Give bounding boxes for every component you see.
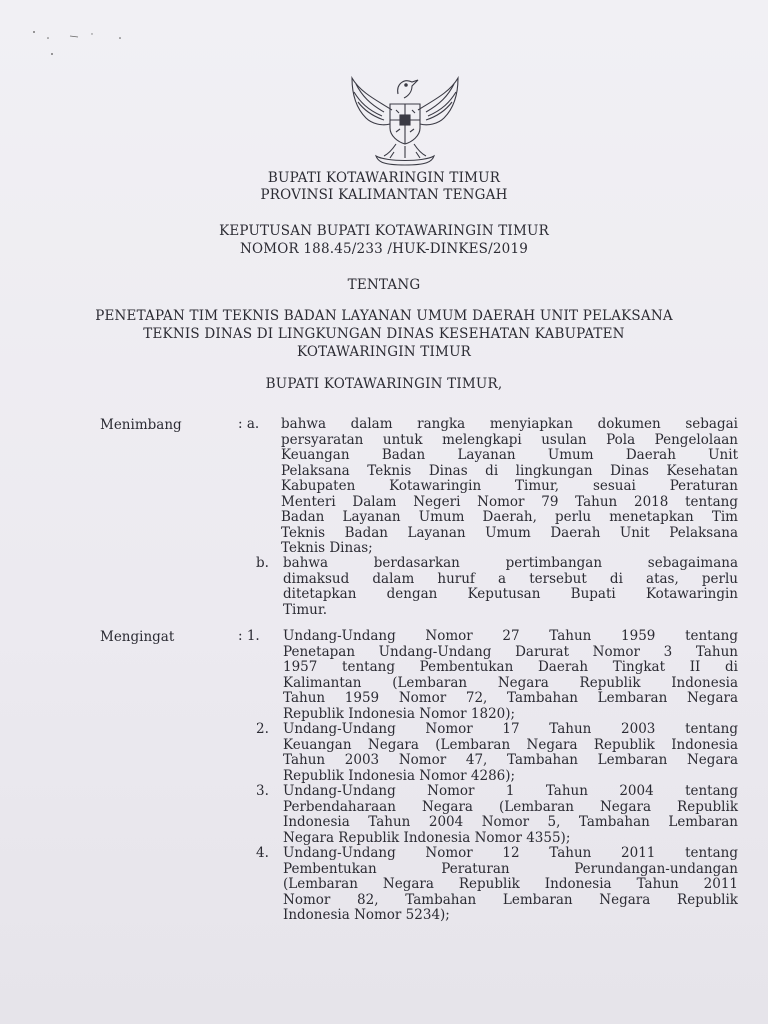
text-line: Pembentukan Peraturan Perundangan-undangan (283, 860, 738, 877)
item-number: : a. (238, 416, 260, 432)
decree-subject-line-1: PENETAPAN TIM TEKNIS BADAN LAYANAN UMUM DAERAH UNIT PELAKSANA (95, 308, 673, 324)
item-number: 2. (256, 721, 269, 737)
item-number: : 1. (238, 628, 260, 644)
text-line: Perbendaharaan Negara (Lembaran Negara Republik (283, 798, 738, 815)
item-number: 3. (256, 783, 269, 799)
text-line: Nomor 82, Tambahan Lembaran Negara Republik (283, 891, 738, 908)
text-line: Republik Indonesia Nomor 4286); (283, 767, 516, 784)
mengingat-item-1 (238, 629, 738, 722)
item-number: b. (256, 555, 269, 571)
text-line: Keuangan Negara (Lembaran Negara Republik Indonesia (283, 736, 738, 753)
text-line: bahwa berdasarkan pertimbangan sebagaimana (283, 555, 738, 571)
text-line: ditetapkan dengan Keputusan Bupati Kotawaringin (283, 586, 738, 602)
text-line: Teknis Badan Layanan Umum Daerah Unit Pelaksana (281, 524, 738, 541)
text-line: Undang-Undang Nomor 27 Tahun 1959 tentang (283, 628, 738, 644)
text-line: dimaksud dalam huruf a tersebut di atas, perlu (283, 570, 738, 587)
text-line: Menteri Dalam Negeri Nomor 79 Tahun 2018 tentang (281, 493, 738, 510)
decree-number: NOMOR 188.45/233 /HUK-DINKES/2019 (239, 241, 529, 257)
item-number: 4. (256, 845, 269, 861)
decree-about: TENTANG (347, 277, 421, 293)
text-line: Badan Layanan Umum Daerah, perlu menetapkan Tim (281, 509, 738, 525)
text-line: Kalimantan (Lembaran Negara Republik Indonesia (283, 674, 738, 691)
decree-subject-line-3: KOTAWARINGIN TIMUR (296, 344, 472, 360)
text-line: Undang-Undang Nomor 1 Tahun 2004 tentang (283, 783, 738, 799)
text-line: bahwa dalam rangka menyiapkan dokumen sebagai (281, 416, 738, 432)
menimbang-label: Menimbang (100, 417, 182, 433)
menimbang-item-a (238, 417, 738, 557)
mengingat-item-3 (256, 784, 738, 846)
menimbang-item-b (256, 556, 738, 618)
text-line: Indonesia Nomor 5234); (283, 907, 450, 923)
text-line: Republik Indonesia Nomor 1820); (283, 705, 516, 722)
text-line: Kabupaten Kotawaringin Timur, sesuai Peraturan (281, 478, 738, 494)
province-title: PROVINSI KALIMANTAN TENGAH (260, 187, 508, 203)
text-line: persyaratan untuk melengkapi usulan Pola Pengelolaan (281, 431, 738, 448)
text-line: Tahun 2003 Nomor 47, Tambahan Lembaran Negara (283, 752, 738, 768)
text-line: Teknis Dinas; (281, 540, 373, 556)
mengingat-label: Mengingat (100, 629, 175, 645)
mengingat-item-4 (256, 846, 738, 924)
text-line: Penetapan Undang-Undang Darurat Nomor 3 Tahun (283, 643, 738, 660)
text-line: Undang-Undang Nomor 12 Tahun 2011 tentang (283, 845, 738, 861)
scan-specks (30, 28, 150, 58)
decree-issuer: BUPATI KOTAWARINGIN TIMUR, (265, 376, 503, 392)
text-line: Tahun 1959 Nomor 72, Tambahan Lembaran Negara (283, 690, 738, 706)
decree-title: KEPUTUSAN BUPATI KOTAWARINGIN TIMUR (219, 223, 549, 239)
text-line: Timur. (283, 601, 328, 618)
text-line: Pelaksana Teknis Dinas di lingkungan Dinas Kesehatan (281, 462, 738, 479)
text-line: Indonesia Tahun 2004 Nomor 5, Tambahan Lembaran (283, 814, 738, 830)
text-line: (Lembaran Negara Republik Indonesia Tahun 2011 (283, 876, 738, 892)
text-line: Undang-Undang Nomor 17 Tahun 2003 tentang (283, 721, 738, 737)
text-line: Keuangan Badan Layanan Umum Daerah Unit (281, 447, 738, 463)
text-line: Negara Republik Indonesia Nomor 4355); (283, 829, 571, 846)
text-line: 1957 tentang Pembentukan Daerah Tingkat II di (283, 659, 738, 675)
regent-title: BUPATI KOTAWARINGIN TIMUR (267, 170, 501, 186)
garuda-emblem-icon (346, 70, 464, 166)
mengingat-item-2 (256, 722, 738, 784)
decree-subject-line-2: TEKNIS DINAS DI LINGKUNGAN DINAS KESEHATAN KABUPATEN (143, 326, 625, 342)
